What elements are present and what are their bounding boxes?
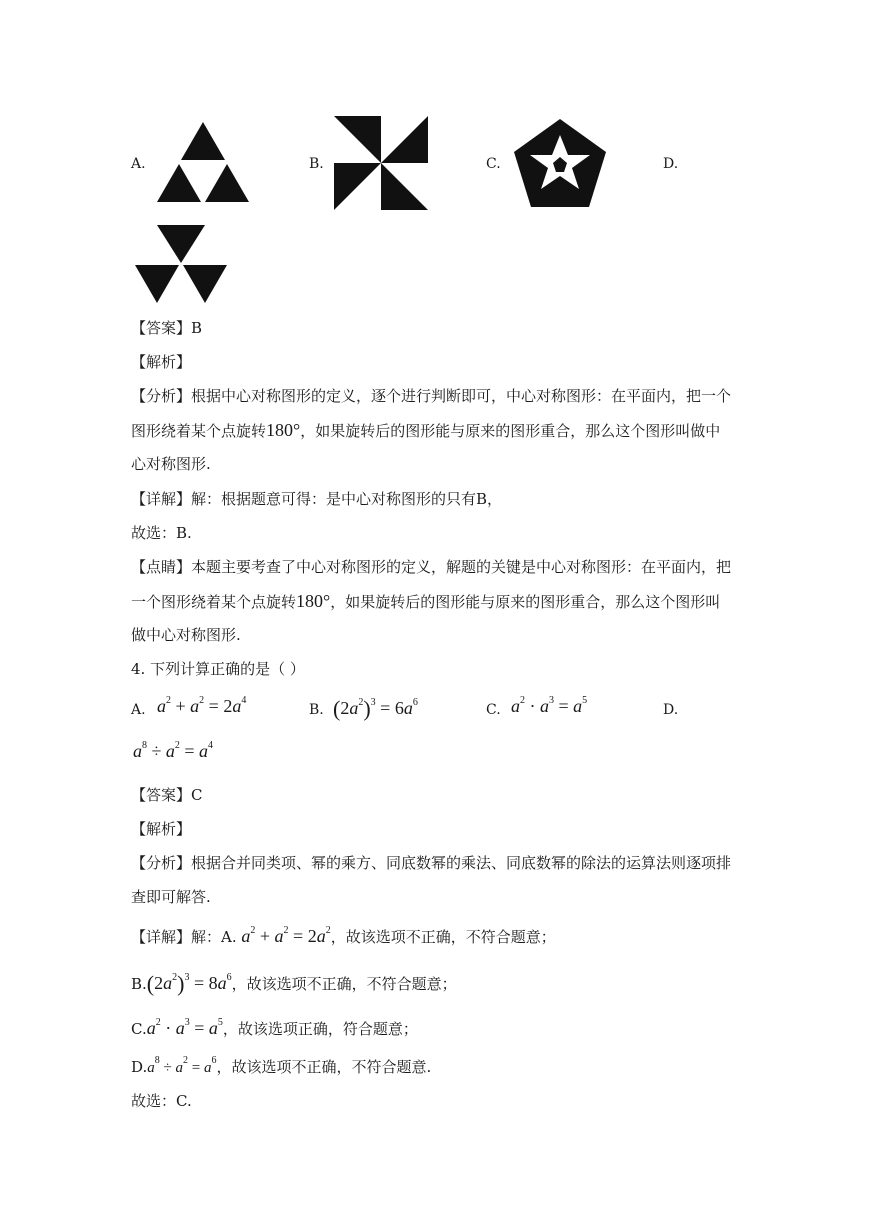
- q4-option-a-label: A.: [131, 702, 146, 718]
- q4-option-d-formula: $a^8 \div a^2 = a^4$: [133, 740, 214, 761]
- q4-fenxi-line2: 查即可解答.: [131, 888, 211, 906]
- option-c-label: C.: [486, 156, 501, 172]
- q3-fenxi-text: 图形绕着某个点旋转: [131, 422, 267, 440]
- q4-guxuan: 故选：C.: [131, 1092, 192, 1110]
- q3-fenxi-line3: 心对称图形.: [131, 455, 211, 473]
- q3-fenxi-line1: 【分析】根据中心对称图形的定义，逐个进行判断即可，中心对称图形：在平面内，把一个: [131, 387, 732, 405]
- q3-dianjing-text: 一个图形绕着某个点旋转: [131, 593, 297, 611]
- option-d-label: D.: [663, 156, 679, 172]
- angle-value: 180°: [296, 591, 331, 611]
- q3-fenxi-line2: [131, 420, 720, 441]
- q3-dianjing-line2: [131, 591, 720, 612]
- q4-xiangjie-a: [131, 926, 556, 947]
- q4-xiangjie-c-formula: $a^2 \cdot a^3 = a^5$: [146, 1017, 223, 1038]
- q4-option-a-formula: $a^2 + a^2 = 2a^4$: [157, 695, 247, 716]
- q4-option-c-formula: $a^2 \cdot a^3 = a^5$: [511, 695, 588, 716]
- q4-c-tail: ，故该选项正确，符合题意；: [222, 1020, 418, 1038]
- q4-d-prefix: D.: [131, 1058, 148, 1076]
- q4-xiangjie-d-formula: $a^8 \div a^2 = a^6$: [147, 1055, 217, 1076]
- three-triangles-down-icon: [133, 223, 229, 305]
- q4-fenxi-line1: 【分析】根据合并同类项、幂的乘方、同底数幂的乘法、同底数幂的除法的运算法则逐项排: [131, 854, 732, 872]
- q4-xiangjie-b-formula: $(2a^2)^3 = 8a^6$: [146, 971, 232, 996]
- q4-b-tail: ，故该选项不正确，不符合题意；: [231, 975, 457, 993]
- q4-c-prefix: C.: [131, 1020, 147, 1038]
- q4-answer: 【答案】C: [131, 786, 203, 804]
- q4-stem: 4. 下列计算正确的是（ ）: [131, 660, 305, 678]
- q3-xiangjie: 【详解】解：根据题意可得：是中心对称图形的只有B，: [131, 490, 503, 508]
- q4-xiangjie-d: [131, 1057, 431, 1078]
- q4-xiangjie-a-formula: $a^2 + a^2 = 2a^2$: [241, 925, 331, 946]
- q3-dianjing-text: ，如果旋转后的图形能与原来的图形重合，那么这个图形叫: [330, 593, 721, 611]
- q4-option-b-formula: $(2a^2)^3 = 6a^6$: [333, 696, 418, 721]
- q4-xiangjie-a-tail: ，故该选项不正确，不符合题意；: [330, 928, 556, 946]
- q3-dianjing-line1: 【点睛】本题主要考查了中心对称图形的定义，解题的关键是中心对称图形：在平面内，把: [131, 558, 732, 576]
- q3-dianjing-line3: 做中心对称图形.: [131, 626, 241, 644]
- q4-xiangjie-b: [131, 972, 457, 994]
- q4-option-d-label: D.: [663, 702, 679, 718]
- q4-analysis-heading: 【解析】: [131, 820, 192, 838]
- q4-xiangjie-prefix: 【详解】解：A.: [131, 928, 237, 946]
- q4-option-b-label: B.: [309, 702, 324, 718]
- q4-xiangjie-c: [131, 1018, 418, 1039]
- angle-value: 180°: [266, 420, 301, 440]
- q4-b-prefix: B.: [131, 975, 147, 993]
- pinwheel-icon: [334, 116, 428, 210]
- q4-option-c-label: C.: [486, 702, 501, 718]
- option-a-label: A.: [131, 156, 146, 172]
- q3-fenxi-text: ，如果旋转后的图形能与原来的图形重合，那么这个图形叫做中: [300, 422, 721, 440]
- pentagon-star-icon: [512, 117, 608, 210]
- q3-guxuan: 故选：B.: [131, 524, 192, 542]
- q4-d-tail: ，故该选项不正确，不符合题意.: [216, 1058, 432, 1076]
- q3-answer: 【答案】B: [131, 319, 203, 337]
- q3-analysis-heading: 【解析】: [131, 353, 192, 371]
- option-b-label: B.: [309, 156, 324, 172]
- three-triangles-up-icon: [155, 120, 251, 204]
